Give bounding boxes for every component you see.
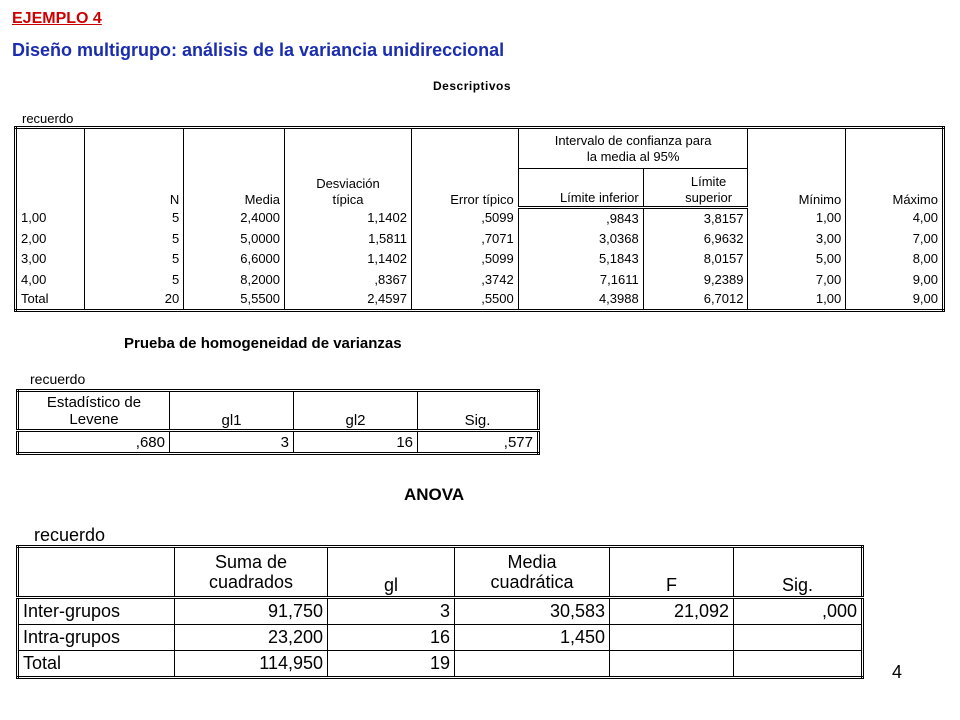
anova-stub-header [18, 547, 175, 598]
cell-err: ,7071 [411, 228, 518, 249]
levene-variable-label: recuerdo [30, 371, 86, 387]
anova-row-label: Intra-grupos [18, 624, 175, 651]
levene-table [16, 389, 540, 455]
cell-li: 7,1611 [518, 269, 643, 290]
col-minimo: Mínimo [748, 128, 846, 208]
levene-stat-value: ,680 [18, 431, 170, 454]
cell-media: 8,2000 [184, 269, 285, 290]
col-limite-superior: Límite superior [643, 169, 748, 208]
col-media: Media [184, 128, 285, 208]
cell-desv: ,8367 [285, 269, 412, 290]
cell-li: 5,1843 [518, 249, 643, 270]
levene-title: Prueba de homogeneidad de varianzas [124, 335, 402, 352]
col-gl: gl [328, 547, 455, 598]
col-levene-stat: Estadístico de Levene [18, 391, 170, 431]
cell-ls: 3,8157 [643, 208, 748, 229]
descriptivos-row [16, 269, 944, 290]
col-limite-inferior: Límite inferior [518, 169, 643, 208]
descriptivos-row [16, 290, 944, 311]
anova-cell-sig: ,000 [734, 598, 863, 625]
cell-li: 4,3988 [518, 290, 643, 311]
row-label: 3,00 [16, 249, 85, 270]
cell-desv: 1,1402 [285, 208, 412, 229]
anova-cell-ss: 23,200 [175, 624, 328, 651]
stub-header [16, 128, 85, 208]
sig-value: ,577 [418, 431, 539, 454]
cell-ls: 6,7012 [643, 290, 748, 311]
cell-err: ,5099 [411, 208, 518, 229]
cell-max: 8,00 [846, 249, 944, 270]
cell-n: 5 [84, 269, 184, 290]
row-label: Total [16, 290, 85, 311]
cell-err: ,3742 [411, 269, 518, 290]
cell-err: ,5099 [411, 249, 518, 270]
col-intervalo-group: Intervalo de confianza para la media al 95% [518, 128, 748, 169]
page-number: 4 [891, 662, 902, 682]
cell-err: ,5500 [411, 290, 518, 311]
anova-title: ANOVA [404, 485, 465, 504]
gl1-value: 3 [170, 431, 294, 454]
page-subtitle: Diseño multigrupo: análisis de la variancia unidireccional [12, 40, 505, 60]
anova-table [16, 545, 864, 679]
anova-cell-f [610, 651, 734, 678]
anova-variable-label: recuerdo [34, 525, 106, 545]
descriptivos-variable-label: recuerdo [22, 111, 74, 126]
anova-cell-gl: 19 [328, 651, 455, 678]
descriptivos-table [14, 126, 945, 312]
col-maximo: Máximo [846, 128, 944, 208]
descriptivos-title: Descriptivos [433, 79, 512, 93]
descriptivos-row [16, 228, 944, 249]
anova-row [18, 651, 863, 678]
col-anova-sig: Sig. [734, 547, 863, 598]
anova-row-label: Inter-grupos [18, 598, 175, 625]
cell-ls: 6,9632 [643, 228, 748, 249]
cell-n: 5 [84, 208, 184, 229]
anova-cell-ss: 114,950 [175, 651, 328, 678]
cell-media: 5,5500 [184, 290, 285, 311]
cell-min: 7,00 [748, 269, 846, 290]
col-error: Error típico [411, 128, 518, 208]
anova-cell-f: 21,092 [610, 598, 734, 625]
cell-li: ,9843 [518, 208, 643, 229]
cell-media: 5,0000 [184, 228, 285, 249]
col-desviacion: Desviación típica [285, 128, 412, 208]
col-gl1: gl1 [170, 391, 294, 431]
col-suma-cuadrados: Suma de cuadrados [175, 547, 328, 598]
anova-row [18, 598, 863, 625]
col-f: F [610, 547, 734, 598]
cell-ls: 9,2389 [643, 269, 748, 290]
cell-media: 2,4000 [184, 208, 285, 229]
cell-min: 1,00 [748, 208, 846, 229]
cell-desv: 1,1402 [285, 249, 412, 270]
cell-min: 1,00 [748, 290, 846, 311]
anova-row [18, 624, 863, 651]
cell-desv: 1,5811 [285, 228, 412, 249]
cell-max: 7,00 [846, 228, 944, 249]
cell-n: 5 [84, 228, 184, 249]
cell-n: 5 [84, 249, 184, 270]
cell-min: 5,00 [748, 249, 846, 270]
anova-cell-ss: 91,750 [175, 598, 328, 625]
cell-max: 9,00 [846, 269, 944, 290]
cell-min: 3,00 [748, 228, 846, 249]
anova-cell-ms: 1,450 [455, 624, 610, 651]
row-label: 4,00 [16, 269, 85, 290]
row-label: 1,00 [16, 208, 85, 229]
cell-max: 4,00 [846, 208, 944, 229]
descriptivos-row [16, 208, 944, 229]
cell-ls: 8,0157 [643, 249, 748, 270]
anova-row-label: Total [18, 651, 175, 678]
cell-n: 20 [84, 290, 184, 311]
anova-cell-gl: 16 [328, 624, 455, 651]
anova-cell-gl: 3 [328, 598, 455, 625]
anova-cell-ms: 30,583 [455, 598, 610, 625]
col-gl2: gl2 [294, 391, 418, 431]
cell-li: 3,0368 [518, 228, 643, 249]
row-label: 2,00 [16, 228, 85, 249]
anova-cell-ms [455, 651, 610, 678]
gl2-value: 16 [294, 431, 418, 454]
anova-cell-sig [734, 651, 863, 678]
cell-max: 9,00 [846, 290, 944, 311]
anova-cell-sig [734, 624, 863, 651]
col-sig: Sig. [418, 391, 539, 431]
cell-media: 6,6000 [184, 249, 285, 270]
anova-cell-f [610, 624, 734, 651]
col-n: N [84, 128, 184, 208]
descriptivos-row [16, 249, 944, 270]
cell-desv: 2,4597 [285, 290, 412, 311]
example-heading: EJEMPLO 4 [12, 10, 102, 27]
col-media-cuadratica: Media cuadrática [455, 547, 610, 598]
